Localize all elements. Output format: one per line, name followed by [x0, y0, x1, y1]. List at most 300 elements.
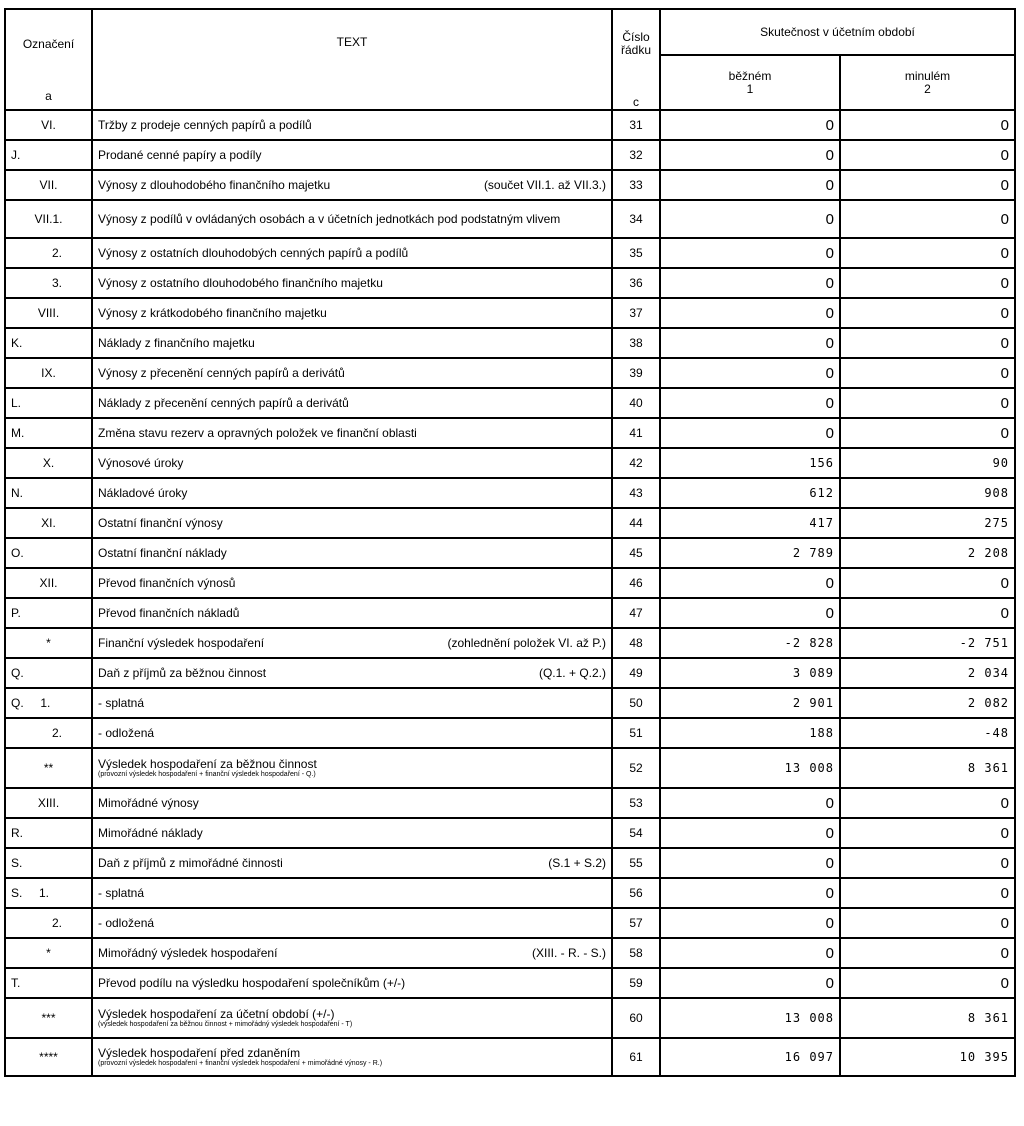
row-line-number: 61: [612, 1038, 660, 1076]
row-previous-value: 8 361: [840, 748, 1015, 788]
row-mark: 2.: [5, 718, 92, 748]
row-text-wrap: [98, 857, 606, 870]
row-text-cell: [92, 748, 612, 788]
row-line-number: 31: [612, 110, 660, 140]
row-text-wrap: [98, 247, 606, 260]
table-row: [5, 328, 1015, 358]
row-line-number: 37: [612, 298, 660, 328]
row-text-wrap: [98, 179, 606, 192]
row-text-block: [98, 487, 187, 500]
row-current-value: 0: [660, 200, 840, 238]
row-text-block: [98, 917, 154, 930]
row-text-cell: [92, 598, 612, 628]
table-row: [5, 358, 1015, 388]
row-line-number: 43: [612, 478, 660, 508]
row-text: Výnosy z přecenění cenných papírů a derivátů: [98, 365, 345, 380]
row-text-wrap: [98, 697, 606, 710]
row-mark: XII.: [5, 568, 92, 598]
row-text-wrap: [98, 487, 606, 500]
table-row: [5, 878, 1015, 908]
header-line-cell: [612, 9, 660, 110]
row-text: Změna stavu rezerv a opravných položek ve finanční oblasti: [98, 425, 417, 440]
row-previous-value: 0: [840, 298, 1015, 328]
row-previous-value: 0: [840, 170, 1015, 200]
row-previous-value: 0: [840, 328, 1015, 358]
row-text-block: [98, 947, 277, 960]
row-current-value: 417: [660, 508, 840, 538]
row-text-block: [98, 727, 154, 740]
row-text-cell: [92, 568, 612, 598]
row-previous-value: 8 361: [840, 998, 1015, 1038]
row-note: (S.1 + S.2): [548, 855, 606, 870]
row-text-block: [98, 179, 330, 192]
table-row: [5, 938, 1015, 968]
row-text-wrap: [98, 758, 606, 779]
header-previous-sub: 2: [924, 81, 931, 96]
row-current-value: 0: [660, 170, 840, 200]
row-mark: 2.: [5, 238, 92, 268]
row-mark: *: [5, 938, 92, 968]
row-text: - odložená: [98, 725, 155, 740]
row-previous-value: 0: [840, 110, 1015, 140]
row-text-block: [98, 277, 383, 290]
row-text-cell: [92, 388, 612, 418]
row-text-block: [98, 1008, 352, 1029]
row-mark: VII.: [5, 170, 92, 200]
row-line-number: 59: [612, 968, 660, 998]
table-row: [5, 628, 1015, 658]
row-text-block: [98, 667, 266, 680]
row-mark: S. 1.: [5, 878, 92, 908]
row-text-block: [98, 367, 345, 380]
row-current-value: 0: [660, 388, 840, 418]
row-previous-value: -2 751: [840, 628, 1015, 658]
row-mark: ****: [5, 1038, 92, 1076]
row-mark: VI.: [5, 110, 92, 140]
row-text-block: [98, 577, 235, 590]
row-text-block: [98, 213, 560, 226]
row-text-cell: [92, 1038, 612, 1076]
row-text-cell: [92, 848, 612, 878]
row-mark: ***: [5, 998, 92, 1038]
row-text-wrap: [98, 213, 606, 226]
row-text-block: [98, 457, 183, 470]
header-text-cell: [92, 9, 612, 110]
row-text: Finanční výsledek hospodaření: [98, 635, 265, 650]
row-mark: J.: [5, 140, 92, 170]
row-mark: Q. 1.: [5, 688, 92, 718]
table-row: [5, 718, 1015, 748]
row-mark: L.: [5, 388, 92, 418]
header-period-cell: [660, 9, 1015, 55]
row-text-wrap: [98, 607, 606, 620]
row-text-wrap: [98, 727, 606, 740]
row-previous-value: 0: [840, 818, 1015, 848]
row-current-value: 0: [660, 268, 840, 298]
row-current-value: 0: [660, 568, 840, 598]
row-formula: (provozní výsledek hospodaření + finanční výsledek hospodaření - Q.): [98, 770, 316, 778]
row-text: Mimořádné náklady: [98, 825, 203, 840]
row-text: Prodané cenné papíry a podíly: [98, 147, 262, 162]
row-mark: 3.: [5, 268, 92, 298]
row-current-value: 0: [660, 968, 840, 998]
row-previous-value: 0: [840, 848, 1015, 878]
profit-loss-table: [4, 8, 1016, 1077]
row-text-cell: [92, 658, 612, 688]
table-row: [5, 908, 1015, 938]
row-previous-value: -48: [840, 718, 1015, 748]
row-text-block: [98, 337, 255, 350]
row-text-cell: [92, 200, 612, 238]
row-text-wrap: [98, 1047, 606, 1068]
row-previous-value: 0: [840, 598, 1015, 628]
row-current-value: 0: [660, 298, 840, 328]
row-mark: P.: [5, 598, 92, 628]
table-row: [5, 478, 1015, 508]
row-current-value: 0: [660, 418, 840, 448]
row-text-wrap: [98, 337, 606, 350]
row-text: - splatná: [98, 695, 145, 710]
row-text: - odložená: [98, 915, 155, 930]
row-line-number: 32: [612, 140, 660, 170]
row-current-value: 2 901: [660, 688, 840, 718]
row-text-wrap: [98, 277, 606, 290]
row-text-wrap: [98, 427, 606, 440]
row-previous-value: 90: [840, 448, 1015, 478]
row-line-number: 54: [612, 818, 660, 848]
row-mark: XIII.: [5, 788, 92, 818]
row-text-cell: [92, 878, 612, 908]
row-text-block: [98, 547, 227, 560]
row-current-value: 13 008: [660, 748, 840, 788]
row-text-cell: [92, 140, 612, 170]
row-line-number: 42: [612, 448, 660, 478]
table-row: [5, 140, 1015, 170]
row-text: Výnosy z podílů v ovládaných osobách a v účetních jednotkách pod podstatným vlivem: [98, 211, 561, 226]
header-mark-sub: a: [45, 89, 52, 103]
row-text: Daň z příjmů z mimořádné činnosti: [98, 855, 283, 870]
table-row: [5, 418, 1015, 448]
table-row: [5, 968, 1015, 998]
row-current-value: 0: [660, 140, 840, 170]
row-text-cell: [92, 908, 612, 938]
row-text-wrap: [98, 887, 606, 900]
row-previous-value: 0: [840, 238, 1015, 268]
table-row: [5, 748, 1015, 788]
row-current-value: 3 089: [660, 658, 840, 688]
header-current-sub: 1: [746, 81, 754, 96]
row-current-value: 0: [660, 358, 840, 388]
row-current-value: 188: [660, 718, 840, 748]
row-text-wrap: [98, 307, 606, 320]
table-row: [5, 1038, 1015, 1076]
row-text-block: [98, 607, 239, 620]
row-mark: VII.1.: [5, 200, 92, 238]
row-text-cell: [92, 628, 612, 658]
row-text: Tržby z prodeje cenných papírů a podílů: [98, 117, 312, 132]
row-mark: N.: [5, 478, 92, 508]
row-text-block: [98, 1047, 382, 1068]
row-text-wrap: [98, 577, 606, 590]
row-mark: Q.: [5, 658, 92, 688]
row-line-number: 33: [612, 170, 660, 200]
header-line-label: Číslo řádku: [620, 30, 652, 57]
header-mark-cell: [5, 9, 92, 110]
row-line-number: 46: [612, 568, 660, 598]
row-text-cell: [92, 688, 612, 718]
row-text: Převod finančních nákladů: [98, 605, 240, 620]
row-mark: M.: [5, 418, 92, 448]
row-mark: *: [5, 628, 92, 658]
table-row: [5, 388, 1015, 418]
row-current-value: 0: [660, 938, 840, 968]
table-row: [5, 170, 1015, 200]
row-line-number: 58: [612, 938, 660, 968]
row-line-number: 48: [612, 628, 660, 658]
row-previous-value: 0: [840, 140, 1015, 170]
row-text: Výnosy z ostatních dlouhodobých cenných papírů a podílů: [98, 245, 409, 260]
row-previous-value: 0: [840, 200, 1015, 238]
row-text-block: [98, 697, 144, 710]
row-previous-value: 0: [840, 938, 1015, 968]
row-text-cell: [92, 448, 612, 478]
table-row: [5, 688, 1015, 718]
row-current-value: 0: [660, 788, 840, 818]
row-text-block: [98, 827, 203, 840]
row-current-value: 0: [660, 328, 840, 358]
row-text-wrap: [98, 517, 606, 530]
row-current-value: 0: [660, 238, 840, 268]
row-note: (součet VII.1. až VII.3.): [483, 177, 606, 192]
header-previous-label: minulém: [904, 68, 951, 83]
row-line-number: 57: [612, 908, 660, 938]
table-row: [5, 268, 1015, 298]
row-previous-value: 0: [840, 268, 1015, 298]
row-text-cell: [92, 298, 612, 328]
row-previous-value: 275: [840, 508, 1015, 538]
row-line-number: 49: [612, 658, 660, 688]
row-previous-value: 10 395: [840, 1038, 1015, 1076]
row-mark: O.: [5, 538, 92, 568]
row-text: Mimořádný výsledek hospodaření: [98, 945, 278, 960]
row-text-cell: [92, 328, 612, 358]
row-previous-value: 2 034: [840, 658, 1015, 688]
row-line-number: 40: [612, 388, 660, 418]
row-mark: **: [5, 748, 92, 788]
table-row: [5, 448, 1015, 478]
row-current-value: 13 008: [660, 998, 840, 1038]
row-text-cell: [92, 170, 612, 200]
row-text-block: [98, 758, 317, 779]
table-row: [5, 598, 1015, 628]
row-line-number: 60: [612, 998, 660, 1038]
row-text-block: [98, 637, 264, 650]
row-previous-value: 0: [840, 568, 1015, 598]
row-previous-value: 2 208: [840, 538, 1015, 568]
row-current-value: 612: [660, 478, 840, 508]
header-current-label: běžném: [728, 68, 772, 83]
row-current-value: 16 097: [660, 1038, 840, 1076]
row-line-number: 45: [612, 538, 660, 568]
row-text: Výnosy z dlouhodobého finančního majetku: [98, 177, 331, 192]
row-current-value: 0: [660, 908, 840, 938]
row-text-wrap: [98, 797, 606, 810]
row-line-number: 55: [612, 848, 660, 878]
row-previous-value: 2 082: [840, 688, 1015, 718]
table-row: [5, 848, 1015, 878]
row-text-wrap: [98, 827, 606, 840]
table-row: [5, 200, 1015, 238]
row-text-cell: [92, 968, 612, 998]
row-mark: K.: [5, 328, 92, 358]
row-mark: R.: [5, 818, 92, 848]
row-text-block: [98, 119, 312, 132]
row-text-cell: [92, 538, 612, 568]
row-text: Ostatní finanční náklady: [98, 545, 227, 560]
row-note: (XIII. - R. - S.): [532, 945, 606, 960]
row-line-number: 51: [612, 718, 660, 748]
table-row: [5, 538, 1015, 568]
row-text: Výnosy z krátkodobého finančního majetku: [98, 305, 327, 320]
row-text-wrap: [98, 947, 606, 960]
header-text-label: TEXT: [336, 35, 368, 49]
row-previous-value: 0: [840, 788, 1015, 818]
row-text: Daň z příjmů za běžnou činnost: [98, 665, 267, 680]
row-text-wrap: [98, 977, 606, 990]
row-current-value: 2 789: [660, 538, 840, 568]
row-text-cell: [92, 998, 612, 1038]
row-text: Výsledek hospodaření za účetní období (+/-): [98, 1006, 335, 1021]
row-text-cell: [92, 938, 612, 968]
row-previous-value: 0: [840, 878, 1015, 908]
table-row: [5, 508, 1015, 538]
row-line-number: 41: [612, 418, 660, 448]
row-note: (zohlednění položek VI. až P.): [447, 635, 606, 650]
row-text-block: [98, 397, 349, 410]
row-mark: 2.: [5, 908, 92, 938]
row-text-wrap: [98, 367, 606, 380]
header-previous-cell: [840, 55, 1015, 110]
table-row: [5, 658, 1015, 688]
row-text: - splatná: [98, 885, 145, 900]
row-line-number: 35: [612, 238, 660, 268]
row-text: Převod podílu na výsledku hospodaření společníkům (+/-): [98, 975, 406, 990]
row-text-cell: [92, 718, 612, 748]
row-text: Mimořádné výnosy: [98, 795, 199, 810]
row-previous-value: 0: [840, 388, 1015, 418]
row-text-block: [98, 797, 199, 810]
row-text: Výsledek hospodaření před zdaněním: [98, 1045, 301, 1060]
row-line-number: 53: [612, 788, 660, 818]
row-text-cell: [92, 818, 612, 848]
header-period-label: Skutečnost v účetním období: [760, 24, 915, 39]
row-text-wrap: [98, 457, 606, 470]
row-line-number: 44: [612, 508, 660, 538]
row-text-block: [98, 517, 223, 530]
row-line-number: 38: [612, 328, 660, 358]
row-formula: (provozní výsledek hospodaření + finanční výsledek hospodaření + mimořádné výnosy - R.): [98, 1059, 383, 1067]
row-mark: T.: [5, 968, 92, 998]
row-previous-value: 0: [840, 418, 1015, 448]
row-text-block: [98, 887, 144, 900]
row-text-cell: [92, 508, 612, 538]
row-text-cell: [92, 110, 612, 140]
row-text: Výnosové úroky: [98, 455, 184, 470]
table-row: [5, 568, 1015, 598]
row-current-value: 156: [660, 448, 840, 478]
row-line-number: 56: [612, 878, 660, 908]
row-text-wrap: [98, 397, 606, 410]
row-text-wrap: [98, 149, 606, 162]
header-current-cell: [660, 55, 840, 110]
table-row: [5, 998, 1015, 1038]
row-previous-value: 908: [840, 478, 1015, 508]
row-text-wrap: [98, 119, 606, 132]
row-previous-value: 0: [840, 908, 1015, 938]
table-row: [5, 818, 1015, 848]
row-text: Výsledek hospodaření za běžnou činnost: [98, 756, 317, 771]
table-row: [5, 238, 1015, 268]
row-text: Převod finančních výnosů: [98, 575, 236, 590]
row-text-cell: [92, 788, 612, 818]
header-mark-label: Označení: [22, 37, 75, 51]
row-text-cell: [92, 358, 612, 388]
row-previous-value: 0: [840, 968, 1015, 998]
row-note: (Q.1. + Q.2.): [538, 665, 606, 680]
row-text-cell: [92, 418, 612, 448]
row-text: Nákladové úroky: [98, 485, 188, 500]
row-text-wrap: [98, 917, 606, 930]
row-text: Náklady z finančního majetku: [98, 335, 255, 350]
table-row: [5, 110, 1015, 140]
row-line-number: 36: [612, 268, 660, 298]
row-mark: IX.: [5, 358, 92, 388]
row-current-value: -2 828: [660, 628, 840, 658]
row-text-wrap: [98, 637, 606, 650]
row-text-wrap: [98, 1008, 606, 1029]
row-text: Výnosy z ostatního dlouhodobého finančního majetku: [98, 275, 383, 290]
row-current-value: 0: [660, 878, 840, 908]
row-current-value: 0: [660, 598, 840, 628]
row-text-cell: [92, 268, 612, 298]
row-previous-value: 0: [840, 358, 1015, 388]
row-line-number: 34: [612, 200, 660, 238]
row-mark: XI.: [5, 508, 92, 538]
row-line-number: 50: [612, 688, 660, 718]
row-text-block: [98, 307, 327, 320]
row-formula: (výsledek hospodaření za běžnou činnost + mimořádný výsledek hospodaření - T): [98, 1020, 353, 1028]
row-text-block: [98, 149, 261, 162]
row-text-cell: [92, 238, 612, 268]
row-text-wrap: [98, 547, 606, 560]
row-line-number: 47: [612, 598, 660, 628]
row-text-block: [98, 247, 408, 260]
row-text-block: [98, 427, 417, 440]
row-text-wrap: [98, 667, 606, 680]
row-text: Ostatní finanční výnosy: [98, 515, 223, 530]
row-text-block: [98, 977, 405, 990]
row-text-block: [98, 857, 283, 870]
table-row: [5, 298, 1015, 328]
row-current-value: 0: [660, 818, 840, 848]
header-line-sub: c: [633, 95, 639, 109]
row-line-number: 39: [612, 358, 660, 388]
row-current-value: 0: [660, 848, 840, 878]
financial-statement-sheet: [4, 8, 1014, 1122]
table-row: [5, 788, 1015, 818]
row-line-number: 52: [612, 748, 660, 788]
row-mark: X.: [5, 448, 92, 478]
